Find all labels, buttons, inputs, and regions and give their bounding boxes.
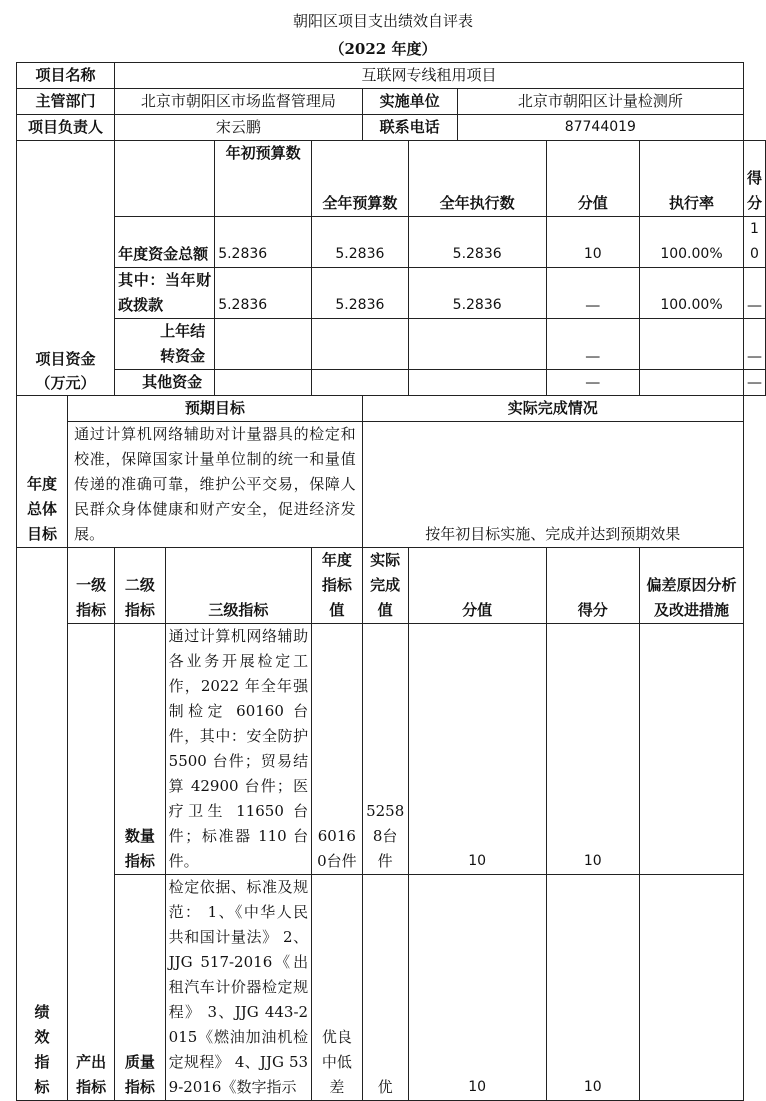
leader-label: 项目负责人 (17, 115, 115, 141)
level2-value: 数量指标 (115, 624, 166, 875)
funds-rate: 100.00% (639, 268, 743, 319)
actual-header: 实际完成值 (362, 548, 408, 624)
funds-annual (312, 370, 409, 396)
funds-annual: 5.2836 (312, 217, 409, 268)
score: 10 (546, 624, 639, 875)
target-value: 优良中低差 (312, 875, 363, 1101)
funds-rate: 100.00% (639, 217, 743, 268)
funds-annual: 5.2836 (312, 268, 409, 319)
actual-result-header: 实际完成情况 (362, 396, 743, 422)
funds-initial: 5.2836 (215, 268, 312, 319)
level3-value: 通过计算机网络辅助各业务开展检定工作，2022 年全年强制检定 60160 台件，其中：安全防护 5500 台件；贸易结算 42900 台件；医疗卫生 11650 台件；标准器 110 台件。 (165, 624, 311, 875)
funds-score-value: — (546, 370, 639, 396)
indicators-section-label: 绩效指标 (17, 548, 68, 1101)
funds-score-value: 10 (546, 217, 639, 268)
project-name-label: 项目名称 (17, 63, 115, 89)
funds-score-value: — (546, 319, 639, 370)
funds-initial (215, 370, 312, 396)
leader-value: 宋云鹏 (115, 115, 363, 141)
actual-result-text: 按年初目标实施、完成并达到预期效果 (362, 422, 743, 548)
funds-row-label: 年度资金总额 (115, 217, 215, 268)
phone-value: 87744019 (457, 115, 743, 141)
level2-header: 二级指标 (115, 548, 166, 624)
score-value: 10 (408, 875, 546, 1101)
funds-executed (408, 319, 546, 370)
funds-header-score-value: 分值 (546, 141, 639, 217)
level2-value: 质量指标 (115, 875, 166, 1101)
funds-header-score: 得分 (743, 141, 765, 217)
funds-score: 10 (743, 217, 765, 268)
target-header: 年度指标值 (312, 548, 363, 624)
level3-header: 三级指标 (165, 548, 311, 624)
funds-row-label: 其中：当年财政拨款 (115, 268, 215, 319)
page-subtitle: （2022 年度） (329, 40, 437, 58)
level1-value: 产出指标 (68, 624, 115, 1101)
expected-goal-header: 预期目标 (68, 396, 363, 422)
dept-value: 北京市朝阳区市场监督管理局 (115, 89, 363, 115)
actual-value: 优 (362, 875, 408, 1101)
funds-score: — (743, 370, 765, 396)
funds-header-initial: 年初预算数 (215, 141, 312, 217)
funds-score: — (743, 319, 765, 370)
funds-section-label: 项目资金（万元） (17, 141, 115, 396)
impl-value: 北京市朝阳区计量检测所 (457, 89, 743, 115)
actual-value: 52588台件 (362, 624, 408, 875)
funds-row-label: 上年结转资金 (115, 319, 215, 370)
deviation-header: 偏差原因分析及改进措施 (639, 548, 743, 624)
funds-header-executed: 全年执行数 (408, 141, 546, 217)
score: 10 (546, 875, 639, 1101)
funds-rate (639, 319, 743, 370)
target-value: 60160台件 (312, 624, 363, 875)
deviation-value (639, 875, 743, 1101)
page-title: 朝阳区项目支出绩效自评表 (292, 12, 473, 30)
funds-executed: 5.2836 (408, 268, 546, 319)
goals-section-label: 年度总体目标 (17, 396, 68, 548)
impl-label: 实施单位 (362, 89, 457, 115)
expected-goal-text: 通过计算机网络辅助对计量器具的检定和校准，保障国家计量单位制的统一和量值传递的准确可靠，维护公平交易，保障人民群众身体健康和财产安全，促进经济发展。 (68, 422, 363, 548)
evaluation-table (16, 62, 766, 1101)
score-value: 10 (408, 624, 546, 875)
project-name: 互联网专线租用项目 (115, 63, 744, 89)
funds-initial (215, 319, 312, 370)
funds-score-value: — (546, 268, 639, 319)
funds-executed: 5.2836 (408, 217, 546, 268)
funds-annual (312, 319, 409, 370)
phone-label: 联系电话 (362, 115, 457, 141)
score-header: 得分 (546, 548, 639, 624)
funds-header-blank (115, 141, 215, 217)
funds-header-annual: 全年预算数 (312, 141, 409, 217)
funds-score: — (743, 268, 765, 319)
dept-label: 主管部门 (17, 89, 115, 115)
funds-executed (408, 370, 546, 396)
funds-rate (639, 370, 743, 396)
funds-header-rate: 执行率 (639, 141, 743, 217)
level3-value: 检定依据、标准及规范： 1、《中华人民共和国计量法》 2、JJG 517-2016《出租汽车计价器检定规程》 3、JJG 443-2015《燃油加油机检定规程》 4、JJG 539-2016《数字指示 (165, 875, 311, 1101)
level1-header: 一级指标 (68, 548, 115, 624)
score-value-header: 分值 (408, 548, 546, 624)
funds-row-label: 其他资金 (115, 370, 215, 396)
funds-initial: 5.2836 (215, 217, 312, 268)
deviation-value (639, 624, 743, 875)
